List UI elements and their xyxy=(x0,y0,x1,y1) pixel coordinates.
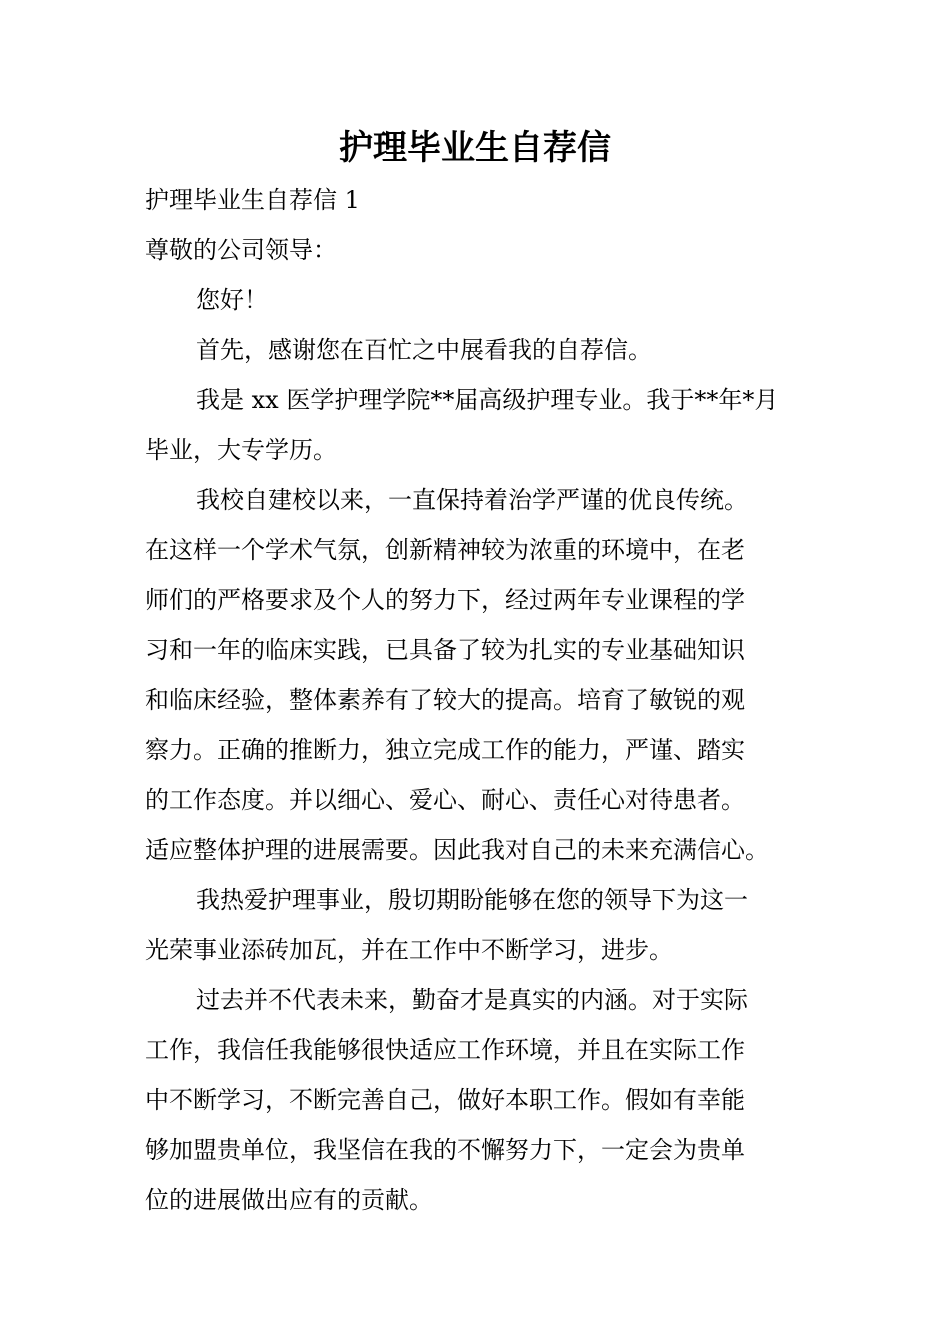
paragraph-line: 适应整体护理的进展需要。因此我对自己的未来充满信心。 xyxy=(145,836,769,864)
paragraph-line: 光荣事业添砖加瓦，并在工作中不断学习，进步。 xyxy=(145,936,673,964)
paragraph-line: 我热爱护理事业，殷切期盼能够在您的领导下为这一 xyxy=(196,886,748,914)
section-heading: 护理毕业生自荐信 1 xyxy=(145,186,360,214)
paragraph-line: 我是 xx 医学护理学院**届高级护理专业。我于**年*月 xyxy=(196,386,779,414)
paragraph-line: 在这样一个学术气氛，创新精神较为浓重的环境中，在老 xyxy=(145,536,745,564)
paragraph-line: 中不断学习，不断完善自己，做好本职工作。假如有幸能 xyxy=(145,1086,745,1114)
paragraph-line: 首先，感谢您在百忙之中展看我的自荐信。 xyxy=(196,336,652,364)
paragraph-line: 习和一年的临床实践，已具备了较为扎实的专业基础知识 xyxy=(145,636,745,664)
paragraph-line: 的工作态度。并以细心、爱心、耐心、责任心对待患者。 xyxy=(145,786,745,814)
paragraph-line: 毕业，大专学历。 xyxy=(145,436,337,464)
paragraph-line: 够加盟贵单位，我坚信在我的不懈努力下，一定会为贵单 xyxy=(145,1136,745,1164)
paragraph-line: 工作，我信任我能够很快适应工作环境，并且在实际工作 xyxy=(145,1036,745,1064)
greeting: 您好！ xyxy=(196,286,268,314)
paragraph-line: 和临床经验，整体素养有了较大的提高。培育了敏锐的观 xyxy=(145,686,745,714)
paragraph-line: 位的进展做出应有的贡献。 xyxy=(145,1186,433,1214)
paragraph-line: 我校自建校以来，一直保持着治学严谨的优良传统。 xyxy=(196,486,748,514)
paragraph-line: 过去并不代表未来，勤奋才是真实的内涵。对于实际 xyxy=(196,986,748,1014)
paragraph-line: 察力。正确的推断力，独立完成工作的能力，严谨、踏实 xyxy=(145,736,745,764)
salutation: 尊敬的公司领导： xyxy=(145,236,337,264)
document-title: 护理毕业生自荐信 xyxy=(339,128,611,168)
paragraph-line: 师们的严格要求及个人的努力下，经过两年专业课程的学 xyxy=(145,586,745,614)
